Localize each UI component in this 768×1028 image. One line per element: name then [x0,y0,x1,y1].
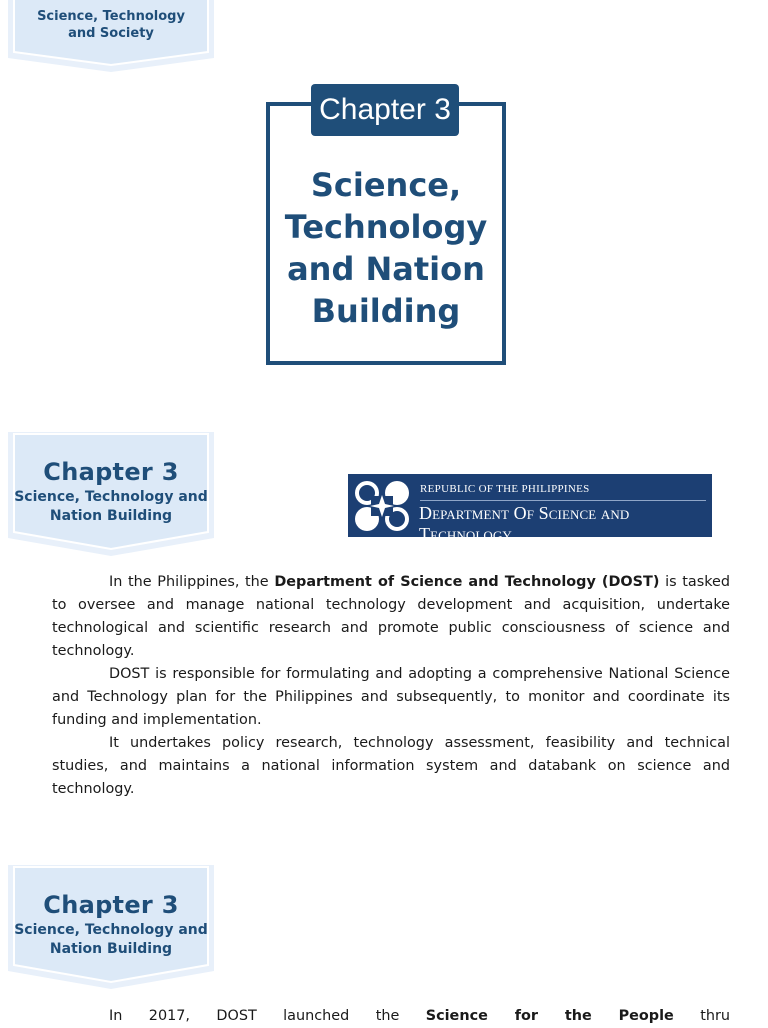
banner-subtitle-line-2: Nation Building [49,508,173,524]
paragraph-1 [52,571,730,663]
bottom-paragraph [52,1005,730,1028]
banner-subtitle [8,921,214,959]
paragraph-4 [52,1005,730,1028]
chapter-title-line-3: and Nation [287,250,485,288]
banner-subtitle-line-1: Science, Technology and [14,922,208,938]
paragraph-4-rest: thru [673,1008,730,1024]
paragraph-1-text: In the Philippines, the [109,574,275,590]
dost-emblem-icon [351,478,413,534]
banner-subtitle-line-2: and Society [68,26,154,41]
paragraph-1-bold: Department of Science and Technology (DOST) [274,574,660,590]
banner-subtitle [8,0,214,42]
banner-subtitle-line-1: Science, Technology [37,9,185,24]
body-paragraphs [52,571,730,801]
chapter-title [270,164,502,332]
paragraph-3: It undertakes policy research, technology assessment, feasibility and technical studies, and maintains a national information system and databank on science and technology. [52,735,730,797]
paragraph-1-rest: is tasked to oversee and manage national technology development and acquisition, undertake technological and scientific research and promote public consciousness of science and technology. [52,574,730,659]
dost-logo [348,474,712,544]
logo-small-text: REPUBLIC OF THE PHILIPPINES [420,483,590,495]
banner-subtitle-line-2: Nation Building [49,941,173,957]
chapter-title-line-2: Technology [284,208,488,246]
chapter-title-line-1: Science, [310,166,462,204]
paragraph-4-text: In 2017, DOST launched the [109,1008,426,1024]
paragraph-2: DOST is responsible for formulating and adopting a comprehensive National Science and Technology plan for the Philippines and subsequently, to monitor and coordinate its funding and implementation. [52,666,730,728]
paragraph-4-bold: Science for the People [425,1008,674,1024]
logo-big-text: Department Of Science and Technology [419,503,630,544]
banner-subtitle-line-1: Science, Technology and [14,489,208,505]
logo-divider [420,500,706,501]
chapter-banner [8,432,214,556]
banner-chapter: Chapter 3 [43,891,179,919]
banner-chapter: Chapter 3 [43,458,179,486]
chapter-banner [8,865,214,989]
chapter-tab: Chapter 3 [311,84,459,136]
banner-subtitle [8,488,214,526]
top-banner [8,0,214,72]
chapter-title-line-4: Building [311,292,461,330]
